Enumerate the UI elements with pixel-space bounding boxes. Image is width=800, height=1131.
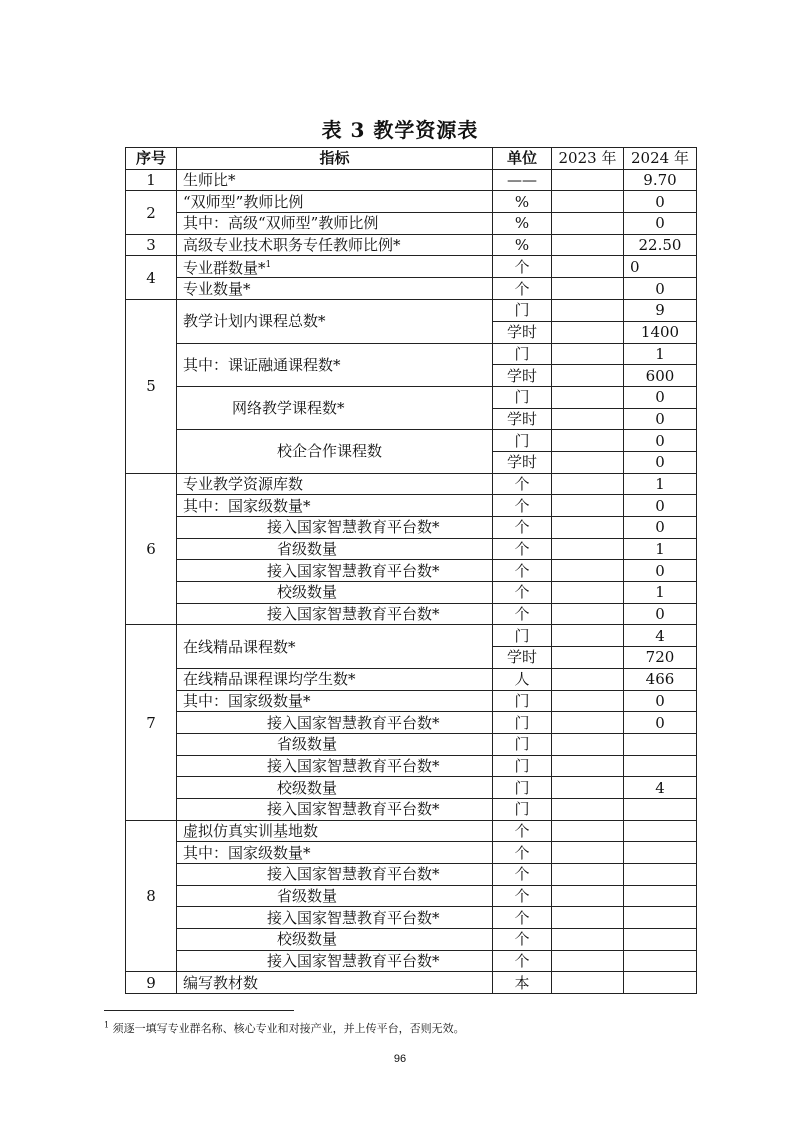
unit-cell: 门 <box>493 386 552 408</box>
indicator-cell <box>177 256 493 278</box>
value-2024-cell <box>624 907 697 929</box>
value-2024-cell <box>624 972 697 994</box>
table-row <box>126 386 697 408</box>
value-2023-cell <box>552 777 624 799</box>
seq-cell: 6 <box>126 473 177 625</box>
unit-cell: 门 <box>493 625 552 647</box>
unit-cell: % <box>493 191 552 213</box>
table-title: 表 3 教学资源表 <box>321 118 479 142</box>
value-2023-cell <box>552 907 624 929</box>
seq-cell: 7 <box>126 625 177 820</box>
indicator-cell: 省级数量 <box>177 885 493 907</box>
value-2024-cell: 1 <box>624 473 697 495</box>
value-2024-cell <box>624 798 697 820</box>
teaching-resources-table <box>125 147 697 994</box>
value-2023-cell <box>552 950 624 972</box>
value-2024-cell: 9 <box>624 300 697 322</box>
seq-cell: 2 <box>126 191 177 234</box>
value-2024-cell: 720 <box>624 647 697 669</box>
table-row <box>126 278 697 300</box>
value-2024-cell: 0 <box>624 191 697 213</box>
indicator-cell: 其中：国家级数量* <box>177 495 493 517</box>
table-row <box>126 256 697 278</box>
value-2023-cell <box>552 625 624 647</box>
unit-cell: 个 <box>493 864 552 886</box>
page-number: 96 <box>393 1053 407 1065</box>
indicator-cell: 其中：国家级数量* <box>177 842 493 864</box>
indicator-cell: 接入国家智慧教育平台数* <box>177 907 493 929</box>
indicator-cell: 专业数量* <box>177 278 493 300</box>
unit-cell: 学时 <box>493 647 552 669</box>
indicator-cell: 接入国家智慧教育平台数* <box>177 755 493 777</box>
value-2024-cell: 9.70 <box>624 169 697 191</box>
unit-cell: 个 <box>493 929 552 951</box>
indicator-cell: 省级数量 <box>177 538 493 560</box>
unit-cell: 个 <box>493 517 552 539</box>
value-2023-cell <box>552 842 624 864</box>
seq-cell: 8 <box>126 820 177 972</box>
table-row <box>126 733 697 755</box>
unit-cell: 个 <box>493 256 552 278</box>
indicator-cell: 虚拟仿真实训基地数 <box>177 820 493 842</box>
value-2023-cell <box>552 690 624 712</box>
table-row <box>126 820 697 842</box>
value-2024-cell: 0 <box>624 560 697 582</box>
indicator-cell: 接入国家智慧教育平台数* <box>177 950 493 972</box>
indicator-cell: 省级数量 <box>177 733 493 755</box>
indicator-cell: 校企合作课程数 <box>177 430 493 473</box>
table-row <box>126 972 697 994</box>
value-2024-cell: 0 <box>624 430 697 452</box>
value-2024-cell <box>624 950 697 972</box>
seq-cell: 5 <box>126 300 177 474</box>
value-2024-cell: 1400 <box>624 321 697 343</box>
header-unit: 单位 <box>493 148 552 170</box>
value-2023-cell <box>552 712 624 734</box>
indicator-cell: 其中：高级“双师型”教师比例 <box>177 213 493 235</box>
header-2023: 2023 年 <box>552 148 624 170</box>
value-2023-cell <box>552 538 624 560</box>
value-2023-cell <box>552 929 624 951</box>
value-2023-cell <box>552 798 624 820</box>
indicator-cell: 其中：课证融通课程数* <box>177 343 493 386</box>
value-2024-cell: 1 <box>624 582 697 604</box>
value-2024-cell: 4 <box>624 777 697 799</box>
value-2023-cell <box>552 473 624 495</box>
value-2023-cell <box>552 234 624 256</box>
value-2024-cell: 600 <box>624 365 697 387</box>
unit-cell: 学时 <box>493 365 552 387</box>
indicator-cell: 生师比* <box>177 169 493 191</box>
value-2023-cell <box>552 972 624 994</box>
footnote <box>104 1020 465 1036</box>
value-2024-cell: 0 <box>624 213 697 235</box>
indicator-cell: 接入国家智慧教育平台数* <box>177 798 493 820</box>
table-row <box>126 625 697 647</box>
header-2024: 2024 年 <box>624 148 697 170</box>
table-row <box>126 300 697 322</box>
value-2023-cell <box>552 300 624 322</box>
value-2023-cell <box>552 430 624 452</box>
seq-cell: 3 <box>126 234 177 256</box>
indicator-cell: 接入国家智慧教育平台数* <box>177 603 493 625</box>
indicator-cell: 其中：国家级数量* <box>177 690 493 712</box>
table-row <box>126 929 697 951</box>
value-2023-cell <box>552 386 624 408</box>
value-2023-cell <box>552 820 624 842</box>
unit-cell: 个 <box>493 582 552 604</box>
value-2023-cell <box>552 517 624 539</box>
table-row <box>126 603 697 625</box>
indicator-cell: 接入国家智慧教育平台数* <box>177 560 493 582</box>
indicator-text: 专业群数量* <box>183 259 266 278</box>
unit-cell: 个 <box>493 950 552 972</box>
unit-cell: 个 <box>493 538 552 560</box>
value-2024-cell: 1 <box>624 343 697 365</box>
indicator-cell: 在线精品课程数* <box>177 625 493 668</box>
value-2023-cell <box>552 343 624 365</box>
footnote-divider <box>104 1010 294 1011</box>
value-2023-cell <box>552 864 624 886</box>
value-2023-cell <box>552 582 624 604</box>
table-row <box>126 668 697 690</box>
indicator-cell: 在线精品课程课均学生数* <box>177 668 493 690</box>
unit-cell: 个 <box>493 278 552 300</box>
unit-cell: 门 <box>493 798 552 820</box>
value-2024-cell: 22.50 <box>624 234 697 256</box>
value-2024-cell: 0 <box>624 712 697 734</box>
indicator-cell: 校级数量 <box>177 929 493 951</box>
table-row <box>126 777 697 799</box>
value-2023-cell <box>552 321 624 343</box>
table-row <box>126 950 697 972</box>
unit-cell: 人 <box>493 668 552 690</box>
value-2024-cell: 0 <box>624 256 697 278</box>
value-2023-cell <box>552 365 624 387</box>
value-2024-cell: 4 <box>624 625 697 647</box>
table-row <box>126 234 697 256</box>
value-2024-cell <box>624 820 697 842</box>
unit-cell: 个 <box>493 907 552 929</box>
seq-cell: 4 <box>126 256 177 300</box>
value-2024-cell: 1 <box>624 538 697 560</box>
table-row <box>126 798 697 820</box>
unit-cell: 本 <box>493 972 552 994</box>
value-2023-cell <box>552 755 624 777</box>
table-row <box>126 712 697 734</box>
unit-cell: 个 <box>493 842 552 864</box>
footnote-ref: 1 <box>265 260 272 271</box>
unit-cell: 门 <box>493 777 552 799</box>
value-2024-cell <box>624 755 697 777</box>
indicator-cell: 网络教学课程数* <box>177 386 493 429</box>
table-row <box>126 343 697 365</box>
value-2023-cell <box>552 495 624 517</box>
value-2024-cell <box>624 929 697 951</box>
value-2024-cell: 0 <box>624 603 697 625</box>
value-2023-cell <box>552 278 624 300</box>
indicator-cell: “双师型”教师比例 <box>177 191 493 213</box>
footnote-text: 须逐一填写专业群名称、核心专业和对接产业，并上传平台，否则无效。 <box>112 1022 465 1035</box>
value-2024-cell: 0 <box>624 451 697 473</box>
table-row <box>126 538 697 560</box>
indicator-cell: 教学计划内课程总数* <box>177 300 493 343</box>
indicator-cell: 专业教学资源库数 <box>177 473 493 495</box>
unit-cell: % <box>493 213 552 235</box>
value-2023-cell <box>552 256 624 278</box>
footnote-mark: 1 <box>104 1020 110 1030</box>
header-indicator: 指标 <box>177 148 493 170</box>
table-row <box>126 473 697 495</box>
table-row <box>126 517 697 539</box>
indicator-cell: 接入国家智慧教育平台数* <box>177 712 493 734</box>
value-2023-cell <box>552 191 624 213</box>
unit-cell: % <box>493 234 552 256</box>
value-2024-cell: 0 <box>624 278 697 300</box>
unit-cell: 个 <box>493 560 552 582</box>
table-row <box>126 191 697 213</box>
indicator-cell: 接入国家智慧教育平台数* <box>177 864 493 886</box>
table-row <box>126 495 697 517</box>
value-2023-cell <box>552 213 624 235</box>
unit-cell: 门 <box>493 733 552 755</box>
indicator-cell: 校级数量 <box>177 582 493 604</box>
value-2023-cell <box>552 408 624 430</box>
seq-cell: 1 <box>126 169 177 191</box>
seq-cell: 9 <box>126 972 177 994</box>
value-2023-cell <box>552 668 624 690</box>
table-row <box>126 690 697 712</box>
value-2023-cell <box>552 733 624 755</box>
unit-cell: 学时 <box>493 408 552 430</box>
table-row <box>126 582 697 604</box>
table-row <box>126 755 697 777</box>
table-row <box>126 560 697 582</box>
value-2024-cell: 466 <box>624 668 697 690</box>
table-row <box>126 213 697 235</box>
value-2023-cell <box>552 560 624 582</box>
table-row <box>126 885 697 907</box>
unit-cell: 个 <box>493 473 552 495</box>
table-row <box>126 907 697 929</box>
value-2024-cell: 0 <box>624 517 697 539</box>
unit-cell: 门 <box>493 300 552 322</box>
value-2024-cell <box>624 864 697 886</box>
unit-cell: 门 <box>493 430 552 452</box>
indicator-cell: 高级专业技术职务专任教师比例* <box>177 234 493 256</box>
unit-cell: 个 <box>493 820 552 842</box>
indicator-cell: 接入国家智慧教育平台数* <box>177 517 493 539</box>
value-2024-cell <box>624 842 697 864</box>
unit-cell: —— <box>493 169 552 191</box>
unit-cell: 门 <box>493 755 552 777</box>
unit-cell: 个 <box>493 885 552 907</box>
value-2024-cell: 0 <box>624 495 697 517</box>
value-2024-cell <box>624 885 697 907</box>
value-2023-cell <box>552 169 624 191</box>
value-2023-cell <box>552 647 624 669</box>
value-2023-cell <box>552 885 624 907</box>
value-2024-cell: 0 <box>624 690 697 712</box>
value-2023-cell <box>552 451 624 473</box>
unit-cell: 学时 <box>493 321 552 343</box>
value-2023-cell <box>552 603 624 625</box>
table-row <box>126 842 697 864</box>
indicator-cell: 编写教材数 <box>177 972 493 994</box>
table-row <box>126 169 697 191</box>
unit-cell: 个 <box>493 603 552 625</box>
unit-cell: 门 <box>493 343 552 365</box>
unit-cell: 学时 <box>493 451 552 473</box>
value-2024-cell: 0 <box>624 408 697 430</box>
unit-cell: 门 <box>493 690 552 712</box>
unit-cell: 门 <box>493 712 552 734</box>
header-row <box>126 148 697 170</box>
indicator-cell: 校级数量 <box>177 777 493 799</box>
table-row <box>126 864 697 886</box>
unit-cell: 个 <box>493 495 552 517</box>
value-2024-cell <box>624 733 697 755</box>
table-row <box>126 430 697 452</box>
value-2024-cell: 0 <box>624 386 697 408</box>
header-seq: 序号 <box>126 148 177 170</box>
